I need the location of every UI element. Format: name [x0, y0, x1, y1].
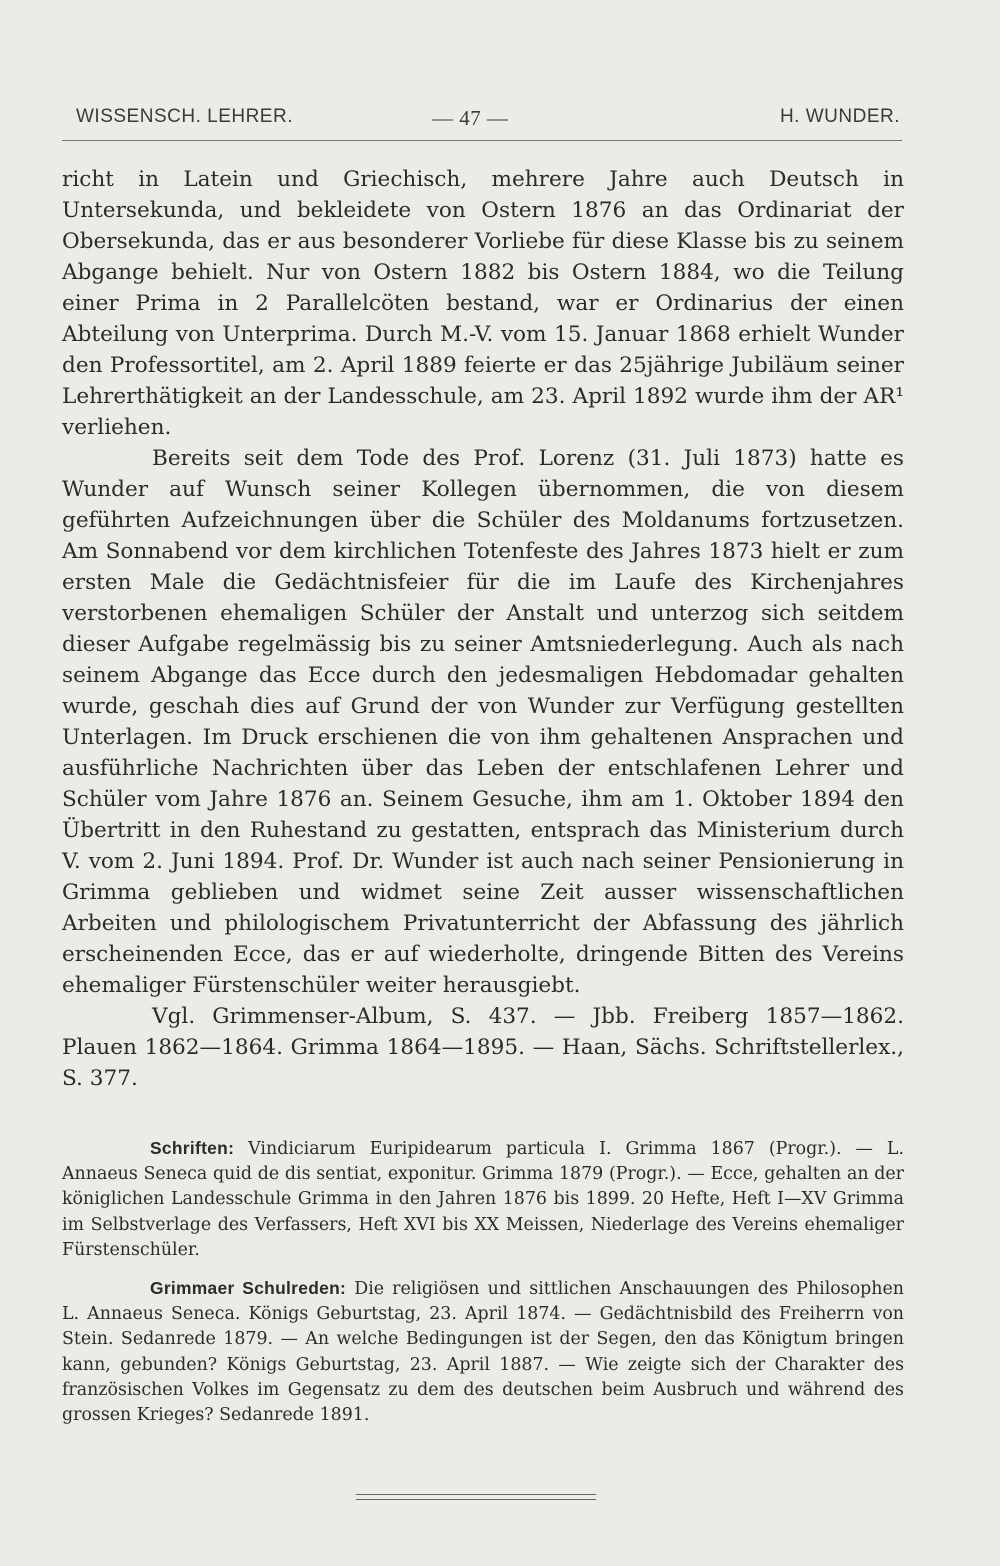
- paragraph-career: richt in Latein und Griechisch, mehrere Jahre auch Deutsch in Untersekunda, und bekleidete von Ostern 1876 an das Ordinariat der Obersekunda, das er aus besonderer Vorliebe für diese Klasse bis zu seinem Abgange behielt. Nur von Ostern 1882 bis Ostern 1884, wo die Teilung einer Prima in 2 Parallelcöten bestand, war er Ordinarius der einen Abteilung von Unterprima. Durch M.-V. vom 15. Januar 1868 erhielt Wunder den Professortitel, am 2. April 1889 feierte er das 25jährige Jubiläum seiner Lehrerthätigkeit an der Landesschule, am 23. April 1892 wurde ihm der AR¹ verliehen.: [62, 167, 904, 440]
- schriften-label: Schriften:: [150, 1138, 235, 1158]
- page-number: — 47 —: [432, 106, 509, 130]
- paragraph-references: Vgl. Grimmenser-Album, S. 437. — Jbb. Freiberg 1857—1862. Plauen 1862—1864. Grimma 1864—1895. — Haan, Sächs. Schriftstellerlex., S. 377.: [62, 1004, 904, 1091]
- paragraph-ecce: Bereits seit dem Tode des Prof. Lorenz (31. Juli 1873) hatte es Wunder auf Wunsch seiner Kollegen übernommen, die von diesem geführten Aufzeichnungen über die Schüler des Moldanums fortzusetzen. Am Sonnabend vor dem kirchlichen Totenfeste des Jahres 1873 hielt er zum ersten Male die Gedächtnisfeier für die im Laufe des Kirchenjahres verstorbenen ehemaligen Schüler der Anstalt und unterzog sich seitdem dieser Aufgabe regelmässig bis zu seiner Amtsniederlegung. Auch als nach seinem Abgange das Ecce durch den jedesmaligen Hebdomadar gehalten wurde, geschah dies auf Grund der von Wunder zur Verfügung gestellten Unterlagen. Im Druck erschienen die von ihm gehaltenen Ansprachen und ausführliche Nachrichten über das Leben der entschlafenen Lehrer und Schüler vom Jahre 1876 an. Seinem Gesuche, ihm am 1. Oktober 1894 den Übertritt in den Ruhestand zu gestatten, entsprach das Ministerium durch V. vom 2. Juni 1894. Prof. Dr. Wunder ist auch nach seiner Pensionierung in Grimma geblieben und widmet seine Zeit ausser wissenschaftlichen Arbeiten und philologischem Privatunterricht der Abfassung des jährlich erscheinenden Ecce, das er auf wiederholte, dringende Bitten des Vereins ehemaliger Fürstenschüler weiter herausgiebt.: [62, 446, 904, 998]
- schulreden-paragraph: [62, 1276, 904, 1428]
- header-rule: [62, 140, 902, 141]
- schulreden-label: Grimmaer Schulreden:: [150, 1278, 347, 1298]
- section-schriften: [62, 1136, 904, 1263]
- schriften-text: Vindiciarum Euripidearum particula I. Grimma 1867 (Progr.). — L. Annaeus Seneca quid de dis sentiat, exponitur. Grimma 1879 (Progr.). — Ecce, gehalten an der königlichen Landesschule Grimma in den Jahren 1876 bis 1899. 20 Hefte, Heft I—XV Grimma im Selbstverlage des Verfassers, Heft XVI bis XX Meissen, Niederlage des Vereins ehemaliger Fürstenschüler.: [62, 1139, 904, 1260]
- header-section-title: WISSENSCH. LEHRER.: [76, 106, 293, 127]
- closing-double-rule: [356, 1494, 596, 1500]
- schulreden-text: Die religiösen und sittlichen Anschauungen des Philosophen L. Annaeus Seneca. Königs Geburtstag, 23. April 1874. — Gedächtnisbild des Freiherrn von Stein. Sedanrede 1879. — An welche Bedingungen ist der Segen, den das Königtum bringen kann, gebunden? Königs Geburtstag, 23. April 1887. — Wie zeigte sich der Charakter des französischen Volkes im Gegensatz zu dem des deutschen beim Ausbruch und während des grossen Krieges? Sedanrede 1891.: [62, 1279, 904, 1426]
- running-header: [62, 106, 900, 134]
- section-schulreden: [62, 1276, 904, 1428]
- schriften-paragraph: [62, 1136, 904, 1263]
- main-text: [62, 164, 904, 1094]
- header-person-name: H. WUNDER.: [779, 106, 900, 127]
